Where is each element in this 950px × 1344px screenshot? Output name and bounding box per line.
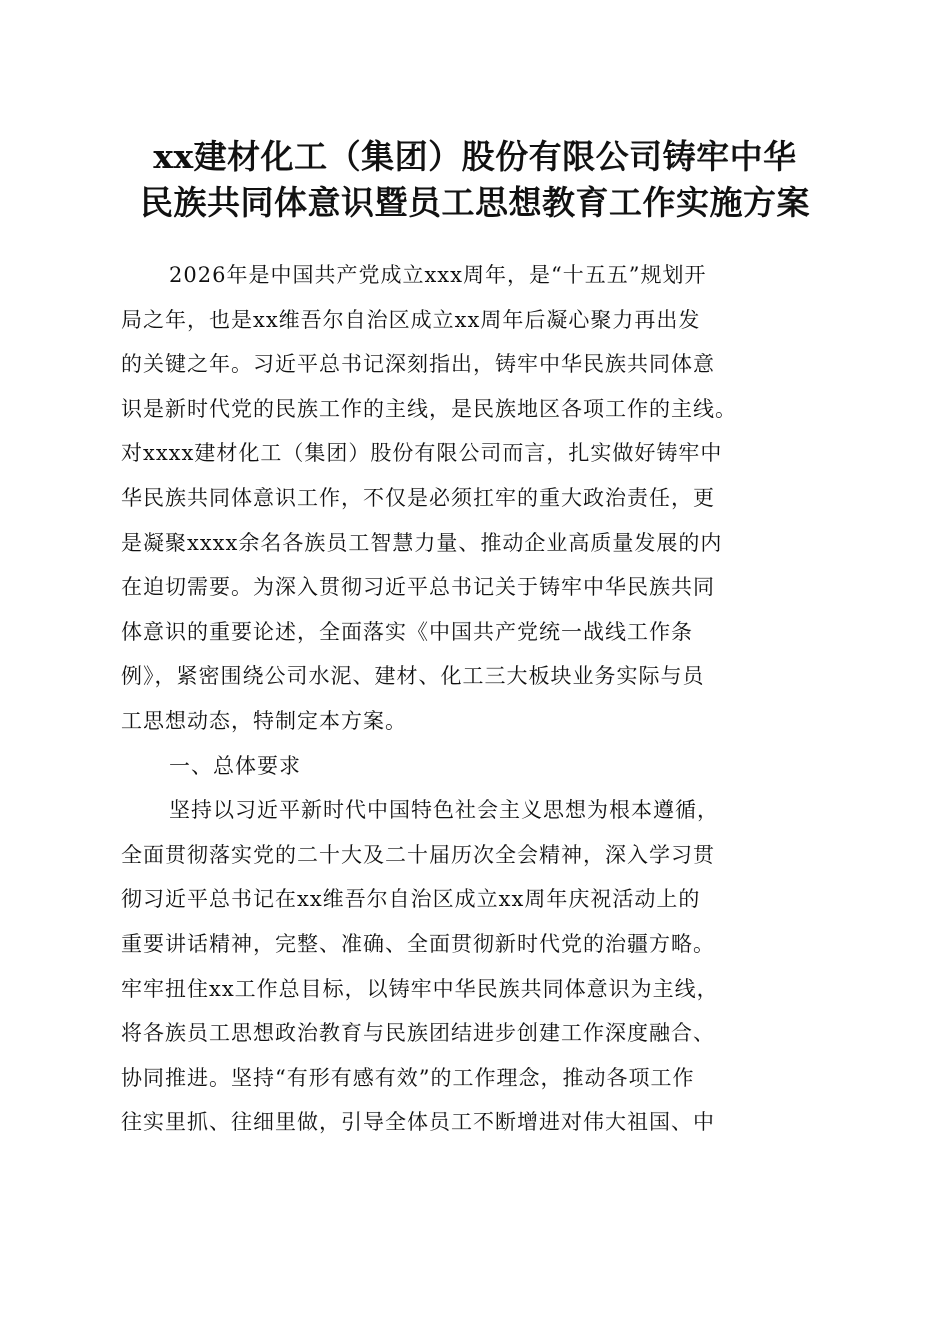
- section-heading: 一、总体要求: [169, 753, 301, 778]
- paragraph-line: 全面贯彻落实党的二十大及二十届历次全会精神，深入学习贯: [121, 842, 715, 867]
- paragraph-line: 重要讲话精神，完整、准确、全面贯彻新时代党的治疆方略。: [121, 931, 715, 956]
- paragraph-line: 对xxxx建材化工（集团）股份有限公司而言，扎实做好铸牢中: [121, 441, 723, 466]
- paragraph-line: 工思想动态，特制定本方案。: [121, 708, 407, 733]
- document-body: [121, 253, 833, 1145]
- paragraph-line: 彻习近平总书记在xx维吾尔自治区成立xx周年庆祝活动上的: [121, 887, 701, 912]
- intro-paragraph: [121, 253, 833, 744]
- paragraph-line: 协同推进。坚持“有形有感有效”的工作理念，推动各项工作: [121, 1065, 695, 1090]
- paragraph-line: 华民族共同体意识工作，不仅是必须扛牢的重大政治责任，更: [121, 485, 715, 510]
- paragraph-line: 将各族员工思想政治教育与民族团结进步创建工作深度融合、: [121, 1021, 715, 1046]
- paragraph-line: 是凝聚xxxx余名各族员工智慧力量、推动企业高质量发展的内: [121, 530, 723, 555]
- paragraph-line: 体意识的重要论述，全面落实《中国共产党统一战线工作条: [121, 619, 693, 644]
- paragraph-line: 2026年是中国共产党成立xxx周年，是“十五五”规划开: [169, 263, 707, 287]
- paragraph-line: 识是新时代党的民族工作的主线，是民族地区各项工作的主线。: [121, 396, 737, 421]
- paragraph-line: 在迫切需要。为深入贯彻习近平总书记关于铸牢中华民族共同: [121, 575, 715, 600]
- paragraph-line: 局之年，也是xx维吾尔自治区成立xx周年后凝心聚力再出发: [121, 307, 701, 332]
- paragraph-line: 例》，紧密围绕公司水泥、建材、化工三大板块业务实际与员: [121, 664, 705, 689]
- title-line-2: 民族共同体意识暨员工思想教育工作实施方案: [140, 183, 810, 222]
- section-paragraph: [121, 788, 833, 1145]
- title-line-1: xx建材化工（集团）股份有限公司铸牢中华: [153, 137, 797, 176]
- paragraph-line: 的关键之年。习近平总书记深刻指出，铸牢中华民族共同体意: [121, 352, 715, 377]
- paragraph-line: 坚持以习近平新时代中国特色社会主义思想为根本遵循，: [169, 798, 719, 823]
- paragraph-line: 牢牢扭住xx工作总目标，以铸牢中华民族共同体意识为主线，: [121, 976, 719, 1001]
- document-title: [100, 134, 850, 226]
- paragraph-line: 往实里抓、往细里做，引导全体员工不断增进对伟大祖国、中: [121, 1110, 715, 1135]
